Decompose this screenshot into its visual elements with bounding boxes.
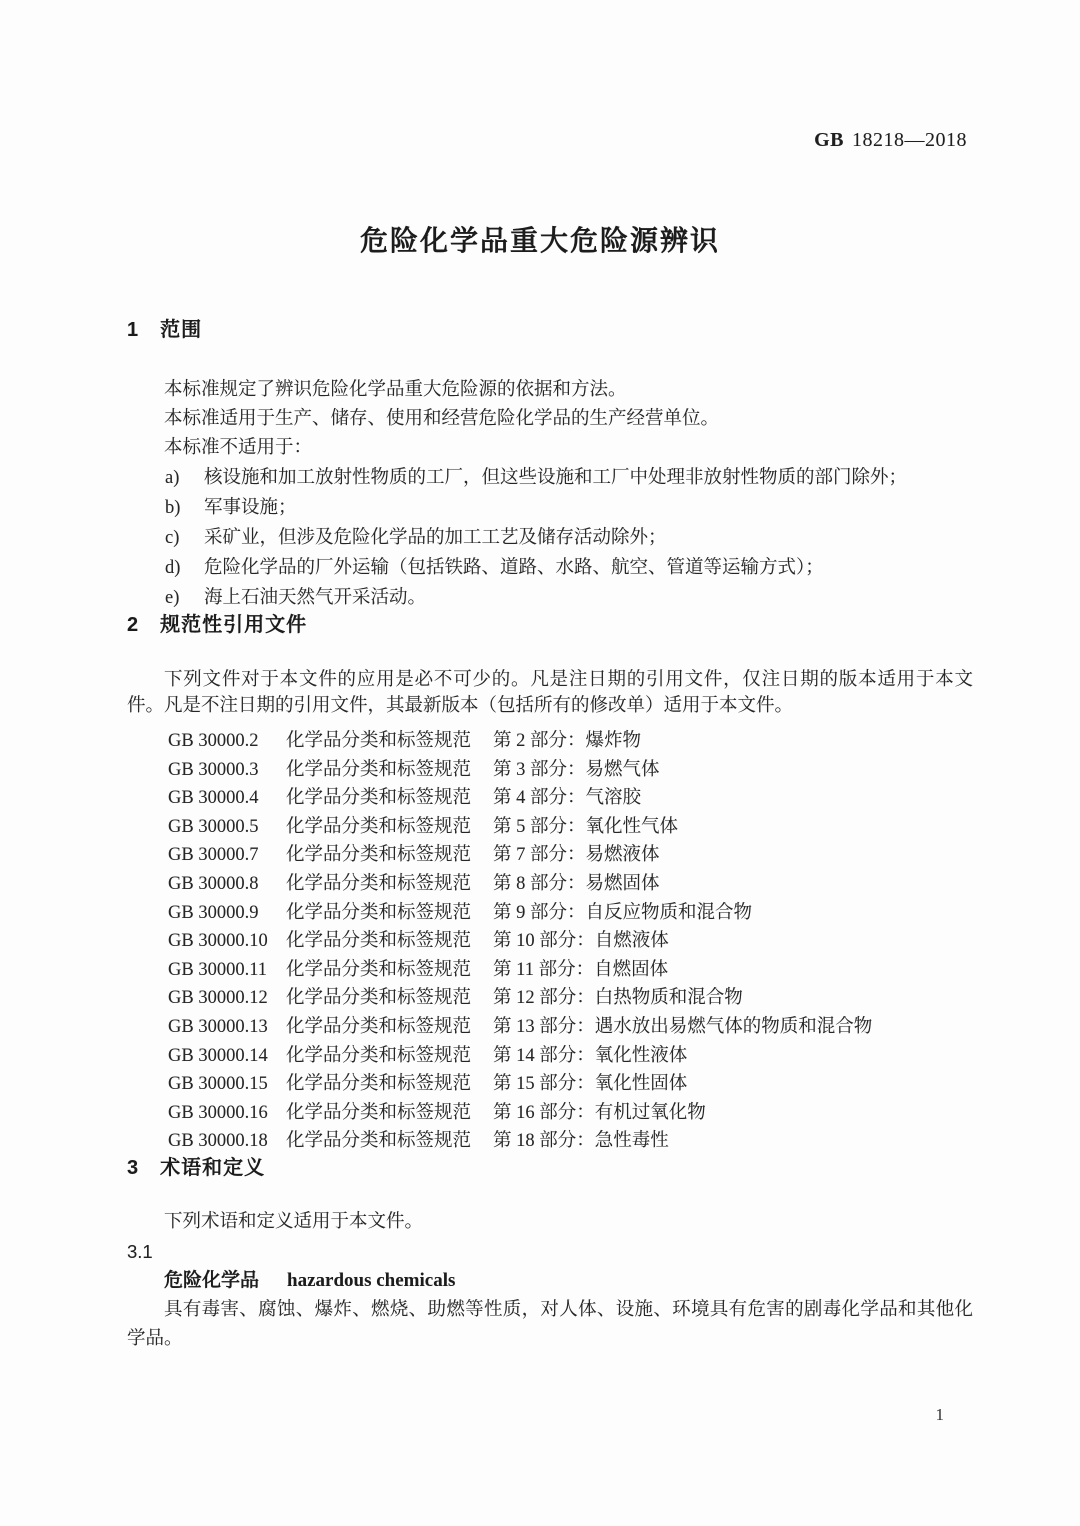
reference-part: 第 3 部分：易燃气体 <box>493 759 660 780</box>
reference-row <box>127 756 973 785</box>
reference-title: 化学品分类和标签规范 <box>286 845 472 866</box>
reference-row <box>127 984 973 1013</box>
reference-title: 化学品分类和标签规范 <box>286 988 472 1009</box>
doc-code <box>814 129 967 152</box>
reference-part: 第 16 部分：有机过氧化物 <box>493 1102 706 1123</box>
section-3-number: 3 <box>127 1156 139 1179</box>
reference-title: 化学品分类和标签规范 <box>286 931 472 952</box>
doc-code-prefix: GB <box>814 129 844 151</box>
reference-part: 第 2 部分：爆炸物 <box>493 731 642 751</box>
reference-part: 第 10 部分：自燃液体 <box>493 931 669 952</box>
exclusion-list <box>127 463 973 613</box>
reference-code: GB 30000.9 <box>168 902 259 923</box>
list-item-text: 军事设施； <box>204 498 297 518</box>
reference-title: 化学品分类和标签规范 <box>286 1016 472 1037</box>
reference-code: GB 30000.10 <box>168 931 268 952</box>
paragraph: 本标准不适用于： <box>164 438 313 458</box>
reference-part: 第 14 部分：氧化性液体 <box>493 1045 688 1066</box>
reference-part: 第 11 部分：自燃固体 <box>493 959 669 980</box>
reference-code: GB 30000.12 <box>168 988 268 1009</box>
list-item-label: b) <box>165 498 181 518</box>
reference-row <box>127 1042 973 1071</box>
reference-part: 第 18 部分：急性毒性 <box>493 1131 669 1152</box>
reference-part: 第 13 部分：遇水放出易燃气体的物质和混合物 <box>493 1016 873 1037</box>
paragraph: 本标准适用于生产、储存、使用和经营危险化学品的生产经营单位。 <box>164 409 720 429</box>
list-item <box>127 493 973 523</box>
section-3-title: 术语和定义 <box>160 1156 266 1179</box>
reference-row <box>127 956 973 985</box>
reference-row <box>127 784 973 813</box>
reference-part: 第 4 部分：气溶胶 <box>493 788 642 809</box>
paragraph: 本标准规定了辨识危险化学品重大危险源的依据和方法。 <box>164 380 627 400</box>
reference-row <box>127 870 973 899</box>
reference-row <box>127 841 973 870</box>
reference-title: 化学品分类和标签规范 <box>286 1074 472 1095</box>
doc-code-number: 18218—2018 <box>852 129 967 151</box>
section-2-intro: 下列文件对于本文件的应用是必不可少的。凡是注日期的引用文件，仅注日期的版本适用于本文件。凡是不注日期的引用文件，其最新版本（包括所有的修改单）适用于本文件。 <box>127 670 973 716</box>
reference-code: GB 30000.4 <box>168 788 259 809</box>
reference-title: 化学品分类和标签规范 <box>286 1131 472 1152</box>
section-2-heading <box>127 613 973 637</box>
list-item <box>127 583 973 613</box>
term-title-zh: 危险化学品 <box>164 1269 260 1291</box>
reference-part: 第 8 部分：易燃固体 <box>493 873 660 894</box>
term-title-en: hazardous chemicals <box>287 1269 456 1291</box>
section-3-heading <box>127 1156 973 1180</box>
reference-part: 第 9 部分：自反应物质和混合物 <box>493 902 753 923</box>
list-item-text: 危险化学品的厂外运输（包括铁路、道路、水路、航空、管道等运输方式）； <box>204 558 824 578</box>
section-1-number: 1 <box>127 319 139 341</box>
page-number: 1 <box>935 1405 944 1424</box>
reference-title: 化学品分类和标签规范 <box>286 1102 472 1123</box>
section-3-intro: 下列术语和定义适用于本文件。 <box>164 1211 424 1232</box>
list-item-label: a) <box>165 468 180 488</box>
reference-row <box>127 1070 973 1099</box>
reference-part: 第 5 部分：氧化性气体 <box>493 816 679 837</box>
reference-code: GB 30000.3 <box>168 759 259 780</box>
reference-title: 化学品分类和标签规范 <box>286 959 472 980</box>
reference-code: GB 30000.7 <box>168 845 259 866</box>
section-2-title: 规范性引用文件 <box>160 614 308 636</box>
reference-code: GB 30000.11 <box>168 959 268 980</box>
section-1-title: 范围 <box>160 319 203 341</box>
term-number: 3.1 <box>127 1240 153 1262</box>
list-item-label: e) <box>165 588 180 608</box>
reference-row <box>127 1099 973 1128</box>
reference-row <box>127 1013 973 1042</box>
list-item <box>127 523 973 553</box>
reference-list <box>127 727 973 1156</box>
reference-code: GB 30000.13 <box>168 1016 268 1037</box>
list-item <box>127 553 973 583</box>
list-item-text: 核设施和加工放射性物质的工厂，但这些设施和工厂中处理非放射性物质的部门除外； <box>204 468 908 488</box>
reference-title: 化学品分类和标签规范 <box>286 873 472 894</box>
list-item <box>127 463 973 493</box>
reference-code: GB 30000.18 <box>168 1131 268 1152</box>
section-1-heading <box>127 318 973 342</box>
reference-title: 化学品分类和标签规范 <box>286 759 472 780</box>
reference-code: GB 30000.8 <box>168 873 259 894</box>
reference-row <box>127 899 973 928</box>
reference-code: GB 30000.2 <box>168 731 259 751</box>
document-title: 危险化学品重大危险源辨识 <box>359 225 720 256</box>
reference-title: 化学品分类和标签规范 <box>286 788 472 809</box>
reference-part: 第 7 部分：易燃液体 <box>493 845 660 866</box>
reference-row <box>127 927 973 956</box>
term-definition: 具有毒害、腐蚀、爆炸、燃烧、助燃等性质，对人体、设施、环境具有危害的剧毒化学品和其他化学品。 <box>127 1299 973 1349</box>
list-item-text: 采矿业，但涉及危险化学品的加工工艺及储存活动除外； <box>204 528 667 548</box>
reference-title: 化学品分类和标签规范 <box>286 1045 472 1066</box>
term-title <box>127 1266 973 1296</box>
reference-code: GB 30000.15 <box>168 1074 268 1095</box>
reference-row <box>127 727 973 756</box>
reference-row <box>127 813 973 842</box>
reference-row <box>127 1127 973 1156</box>
section-2-number: 2 <box>127 614 139 636</box>
list-item-text: 海上石油天然气开采活动。 <box>204 588 427 608</box>
reference-title: 化学品分类和标签规范 <box>286 816 472 837</box>
reference-part: 第 12 部分：白热物质和混合物 <box>493 988 743 1009</box>
document-body <box>127 318 973 1354</box>
reference-code: GB 30000.14 <box>168 1045 268 1066</box>
reference-part: 第 15 部分：氧化性固体 <box>493 1074 688 1095</box>
reference-title: 化学品分类和标签规范 <box>286 731 472 751</box>
reference-title: 化学品分类和标签规范 <box>286 902 472 923</box>
list-item-label: c) <box>165 528 180 548</box>
reference-code: GB 30000.5 <box>168 816 259 837</box>
list-item-label: d) <box>165 558 181 578</box>
reference-code: GB 30000.16 <box>168 1102 268 1123</box>
